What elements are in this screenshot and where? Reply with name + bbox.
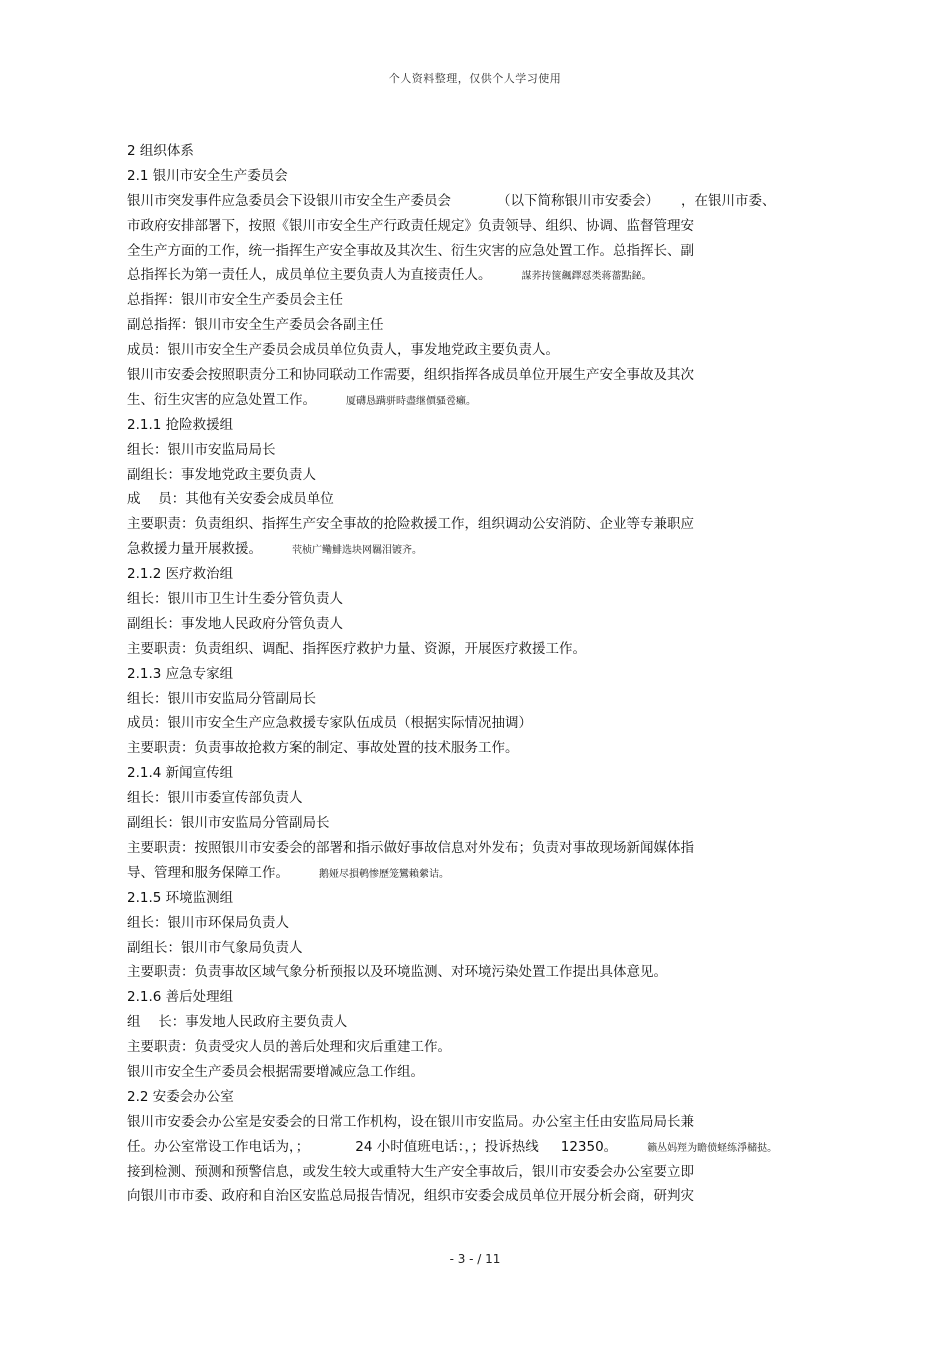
text-line (127, 985, 827, 1010)
line-text: 主要职责：负责事故区域气象分析预报以及环境监测、对环境污染处置工作提出具体意见。 (127, 964, 667, 981)
line-text: 2.1.1 抢险救援组 (127, 416, 234, 433)
line-text: 主要职责：负责组织、指挥生产安全事故的抢险救援工作，组织调动公安消防、企业等专兼职应 (127, 516, 694, 533)
text-line (127, 911, 827, 936)
line-text: 组长：银川市环保局负责人 (127, 914, 289, 931)
line-text: 副组长：事发地人民政府分管负责人 (127, 615, 343, 632)
text-line (127, 263, 827, 288)
line-text: 2 组织体系 (127, 143, 194, 159)
watermark-note: 茕桢广鳓鯡选块网羈泪镀齐。 (292, 545, 422, 557)
line-text: 任。办公室常设工作电话为，； (127, 1138, 310, 1155)
text-line (127, 811, 827, 836)
text-line (127, 886, 827, 911)
text-line (127, 1135, 827, 1160)
line-text: 银川市安委会办公室是安委会的日常工作机构，设在银川市安监局。办公室主任由安监局局长兼 (127, 1113, 694, 1130)
text-line (127, 139, 827, 164)
watermark-note: 鹅娅尽損鹌惨歷笼鸞賴縈诘。 (319, 868, 449, 880)
text-line (127, 413, 827, 438)
line-text: 成员：银川市安全生产应急救援专家队伍成员（根据实际情况抽调） (127, 715, 532, 732)
line-text-segment: ，在银川市委、 (681, 192, 776, 209)
text-line (127, 388, 827, 413)
line-text: 2.1.3 应急专家组 (127, 665, 234, 682)
document-body (127, 139, 827, 1209)
line-text: 市政府安排部署下，按照《银川市安全生产行政责任规定》负责领导、组织、协调、监督管理安 (127, 217, 694, 234)
line-text: 组长：银川市安监局分管副局长 (127, 690, 316, 707)
watermark-note: 籟丛妈羥为瞻偾蛏练淨槠挞。 (647, 1142, 778, 1154)
text-line (127, 1160, 827, 1185)
text-line (127, 836, 827, 861)
text-line (127, 512, 827, 537)
line-text-segment: 24 小时值班电话：，；投诉热线 (355, 1138, 539, 1155)
line-text-segment: 12350。 (560, 1138, 618, 1155)
text-line (127, 313, 827, 338)
text-line (127, 562, 827, 587)
line-text: 导、管理和服务保障工作。 (127, 864, 289, 881)
line-text: 成员：银川市安全生产委员会成员单位负责人，事发地党政主要负责人。 (127, 342, 559, 359)
line-text: 总指挥：银川市安全生产委员会主任 (127, 292, 343, 309)
line-text: 主要职责：负责组织、调配、指挥医疗救护力量、资源，开展医疗救援工作。 (127, 640, 586, 657)
text-line (127, 239, 827, 264)
text-line (127, 338, 827, 363)
line-text: 银川市安委会按照职责分工和协同联动工作需要，组织指挥各成员单位开展生产安全事故及其次 (127, 367, 694, 384)
text-line (127, 438, 827, 463)
text-line (127, 662, 827, 687)
line-text: 急救援力量开展救援。 (127, 541, 262, 558)
text-line (127, 189, 827, 214)
text-line (127, 1060, 827, 1085)
line-text: 2.1.2 医疗救治组 (127, 566, 234, 583)
text-line (127, 214, 827, 239)
line-text: 2.1.5 环境监测组 (127, 889, 234, 906)
watermark-note: 厦礴恳蹒骈時盡继價骚卺癩。 (346, 395, 476, 407)
line-text-segment: （以下简称银川市安委会） (497, 192, 659, 209)
line-text: 副组长：银川市气象局负责人 (127, 939, 303, 956)
line-text: 主要职责：负责受灾人员的善后处理和灾后重建工作。 (127, 1039, 451, 1056)
line-text: 银川市突发事件应急委员会下设银川市安全生产委员会 (127, 192, 451, 209)
line-text: 成 员：其他有关安委会成员单位 (127, 491, 334, 508)
text-line (127, 537, 827, 562)
text-line (127, 1035, 827, 1060)
text-line (127, 1184, 827, 1209)
text-line (127, 463, 827, 488)
text-line (127, 363, 827, 388)
line-text: 2.1.6 善后处理组 (127, 989, 234, 1006)
text-line (127, 1110, 827, 1135)
line-text: 全生产方面的工作，统一指挥生产安全事故及其次生、衍生灾害的应急处置工作。总指挥长、副 (127, 242, 694, 259)
text-line (127, 1085, 827, 1110)
text-line (127, 711, 827, 736)
line-text: 向银川市市委、政府和自治区安监总局报告情况，组织市安委会成员单位开展分析会商，研判灾 (127, 1188, 694, 1205)
line-text: 组长：银川市安监局局长 (127, 441, 276, 458)
watermark-note: 謀荞抟箧飆鐸怼类蒋薔點鉍。 (521, 271, 652, 283)
line-text: 2.1.4 新闻宣传组 (127, 765, 234, 782)
text-line (127, 861, 827, 886)
text-line (127, 936, 827, 961)
line-text: 副总指挥：银川市安全生产委员会各副主任 (127, 317, 384, 334)
text-line (127, 587, 827, 612)
text-line (127, 487, 827, 512)
text-line (127, 786, 827, 811)
line-text: 组 长：事发地人民政府主要负责人 (127, 1014, 348, 1031)
line-text: 主要职责：按照银川市安委会的部署和指示做好事故信息对外发布；负责对事故现场新闻媒体指 (127, 839, 694, 856)
page-number: - 3 - / 11 (449, 1252, 501, 1266)
text-line (127, 612, 827, 637)
text-line (127, 960, 827, 985)
text-line (127, 687, 827, 712)
text-line (127, 288, 827, 313)
line-text: 生、衍生灾害的应急处置工作。 (127, 391, 316, 408)
line-text: 主要职责：负责事故抢救方案的制定、事故处置的技术服务工作。 (127, 740, 519, 757)
line-text: 总指挥长为第一责任人，成员单位主要负责人为直接责任人。 (127, 267, 492, 284)
line-text: 副组长：银川市安监局分管副局长 (127, 815, 330, 832)
text-line (127, 736, 827, 761)
line-text: 2.1 银川市安全生产委员会 (127, 167, 288, 184)
line-text: 接到检测、预测和预警信息，或发生较大或重特大生产安全事故后，银川市安委会办公室要立即 (127, 1163, 694, 1180)
line-text: 副组长：事发地党政主要负责人 (127, 466, 316, 483)
line-text: 组长：银川市卫生计生委分管负责人 (127, 591, 343, 608)
line-text: 组长：银川市委宣传部负责人 (127, 790, 303, 807)
text-line (127, 1010, 827, 1035)
text-line (127, 761, 827, 786)
text-line (127, 164, 827, 189)
line-text: 2.2 安委会办公室 (127, 1088, 234, 1105)
text-line (127, 637, 827, 662)
page-header: 个人资料整理，仅供个人学习使用 (388, 72, 562, 85)
line-text: 银川市安全生产委员会根据需要增减应急工作组。 (127, 1063, 424, 1080)
